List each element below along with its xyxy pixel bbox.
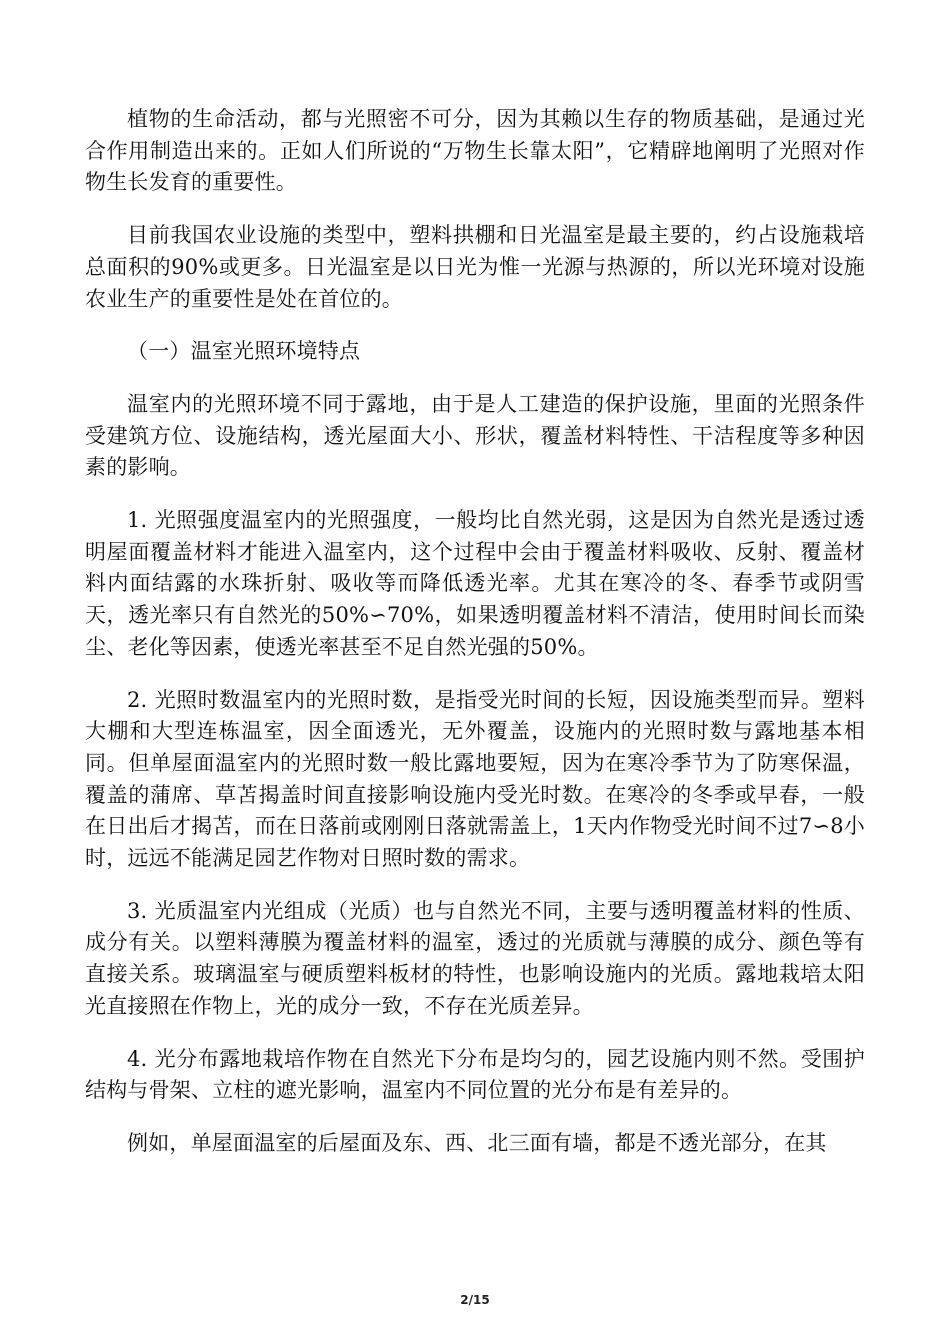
document-body bbox=[85, 104, 865, 1181]
paragraph-intro: 植物的生命活动，都与光照密不可分，因为其赖以生存的物质基础，是通过光合作用制造出来的。正如人们所说的“万物生长靠太阳”，它精辟地阐明了光照对作物生长发育的重要性。 bbox=[85, 107, 865, 195]
section-heading: （一）温室光照环境特点 bbox=[127, 339, 361, 364]
paragraph-light-quality: 3. 光质温室内光组成（光质）也与自然光不同，主要与透明覆盖材料的性质、成分有关。以塑料薄膜为覆盖材料的温室，透过的光质就与薄膜的成分、颜色等有直接关系。玻璃温室与硬质塑料板材的特性，也影响设施内的光质。露地栽培太阳光直接照在作物上，光的成分一致，不存在光质差异。 bbox=[85, 898, 865, 1018]
paragraph-example: 例如，单屋面温室的后屋面及东、西、北三面有墙，都是不透光部分，在其 bbox=[127, 1130, 827, 1155]
paragraph-light-hours: 2. 光照时数温室内的光照时数，是指受光时间的长短，因设施类型而异。塑料大棚和大型连栋温室，因全面透光，无外覆盖，设施内的光照时数与露地基本相同。但单屋面温室内的光照时数一般比露地要短，因为在寒冷季节为了防寒保温，覆盖的蒲席、草苫揭盖时间直接影响设施内受光时数。在寒冷的冬季或早春，一般在日出后才揭苫，而在日落前或刚刚日落就需盖上，1天内作物受光时间不过7∽8小时，远远不能满足园艺作物对日照时数的需求。 bbox=[85, 687, 865, 871]
page-number: 2/15 bbox=[460, 1293, 490, 1307]
paragraph-light-distribution: 4. 光分布露地栽培作物在自然光下分布是均匀的，园艺设施内则不然。受围护结构与骨架、立柱的遮光影响，温室内不同位置的光分布是有差异的。 bbox=[85, 1046, 865, 1103]
paragraph-greenhouse-light: 温室内的光照环境不同于露地，由于是人工建造的保护设施，里面的光照条件受建筑方位、设施结构，透光屋面大小、形状，覆盖材料特性、干洁程度等多种因素的影响。 bbox=[85, 391, 865, 480]
paragraph-facility-types: 目前我国农业设施的类型中，塑料拱棚和日光温室是最主要的，约占设施栽培总面积的90%或更多。日光温室是以日光为惟一光源与热源的，所以光环境对设施农业生产的重要性是处在首位的。 bbox=[85, 223, 865, 311]
paragraph-light-intensity: 1. 光照强度温室内的光照强度，一般均比自然光弱，这是因为自然光是透过透明屋面覆盖材料才能进入温室内，这个过程中会由于覆盖材料吸收、反射、覆盖材料内面结露的水珠折射、吸收等而降低透光率。尤其在寒冷的冬、春季节或阴雪天，透光率只有自然光的50%∽70%，如果透明覆盖材料不清洁，使用时间长而染尘、老化等因素，使透光率甚至不足自然光强的50%。 bbox=[85, 508, 865, 659]
